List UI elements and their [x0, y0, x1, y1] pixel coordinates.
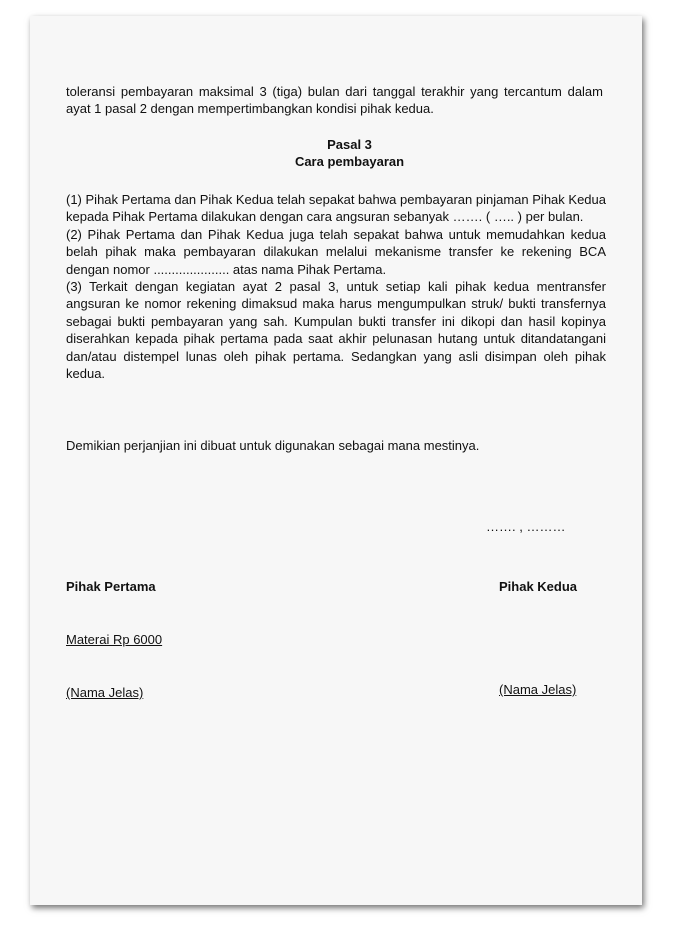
stamp-label: Materai Rp 6000: [66, 632, 163, 647]
clause-list: [66, 191, 606, 382]
closing-statement: Demikian perjanjian ini dibuat untuk digunakan sebagai mana mestinya.: [66, 438, 480, 453]
intro-paragraph: toleransi pembayaran maksimal 3 (tiga) bulan dari tanggal terakhir yang tercantum dalam ayat 1 pasal 2 dengan mempertimbangkan kondisi pihak kedua.: [66, 84, 603, 117]
document-page: [30, 16, 642, 905]
first-party-name: (Nama Jelas): [66, 685, 144, 700]
second-party-name: (Nama Jelas): [499, 682, 577, 697]
clause-1: (1) Pihak Pertama dan Pihak Kedua telah sepakat bahwa pembayaran pinjaman Pihak Kedua kepada Pihak Pertama dilakukan dengan cara angsuran sebanyak ……. ( ….. ) per bulan.: [66, 192, 606, 225]
place-date: ……. , ………: [486, 519, 566, 534]
article-title: Pasal 3: [327, 137, 372, 152]
clause-2: (2) Pihak Pertama dan Pihak Kedua juga telah sepakat bahwa untuk memudahkan kedua belah pihak maka pembayaran dilakukan melalui mekanisme transfer ke rekening BCA dengan nomor ..................... atas nama Pihak Pertama.: [66, 226, 606, 277]
article-subtitle: Cara pembayaran: [294, 154, 405, 169]
first-party-label: Pihak Pertama: [66, 579, 156, 594]
second-party-label: Pihak Kedua: [499, 579, 578, 594]
clause-3: (3) Terkait dengan kegiatan ayat 2 pasal 3, untuk setiap kali pihak kedua mentransfer angsuran ke nomor rekening dimaksud maka harus mengumpulkan struk/ bukti transfernya sebagai bukti pembayaran yang sah. Kumpulan bukti transfer ini dikopi dan hasil kopinya diserahkan kepada pihak pertama pada saat akhir pelunasan hutang untuk ditandatangani dan/atau distempel lunas oleh pihak pertama. Sedangkan yang asli disimpan oleh pihak kedua.: [66, 279, 606, 382]
